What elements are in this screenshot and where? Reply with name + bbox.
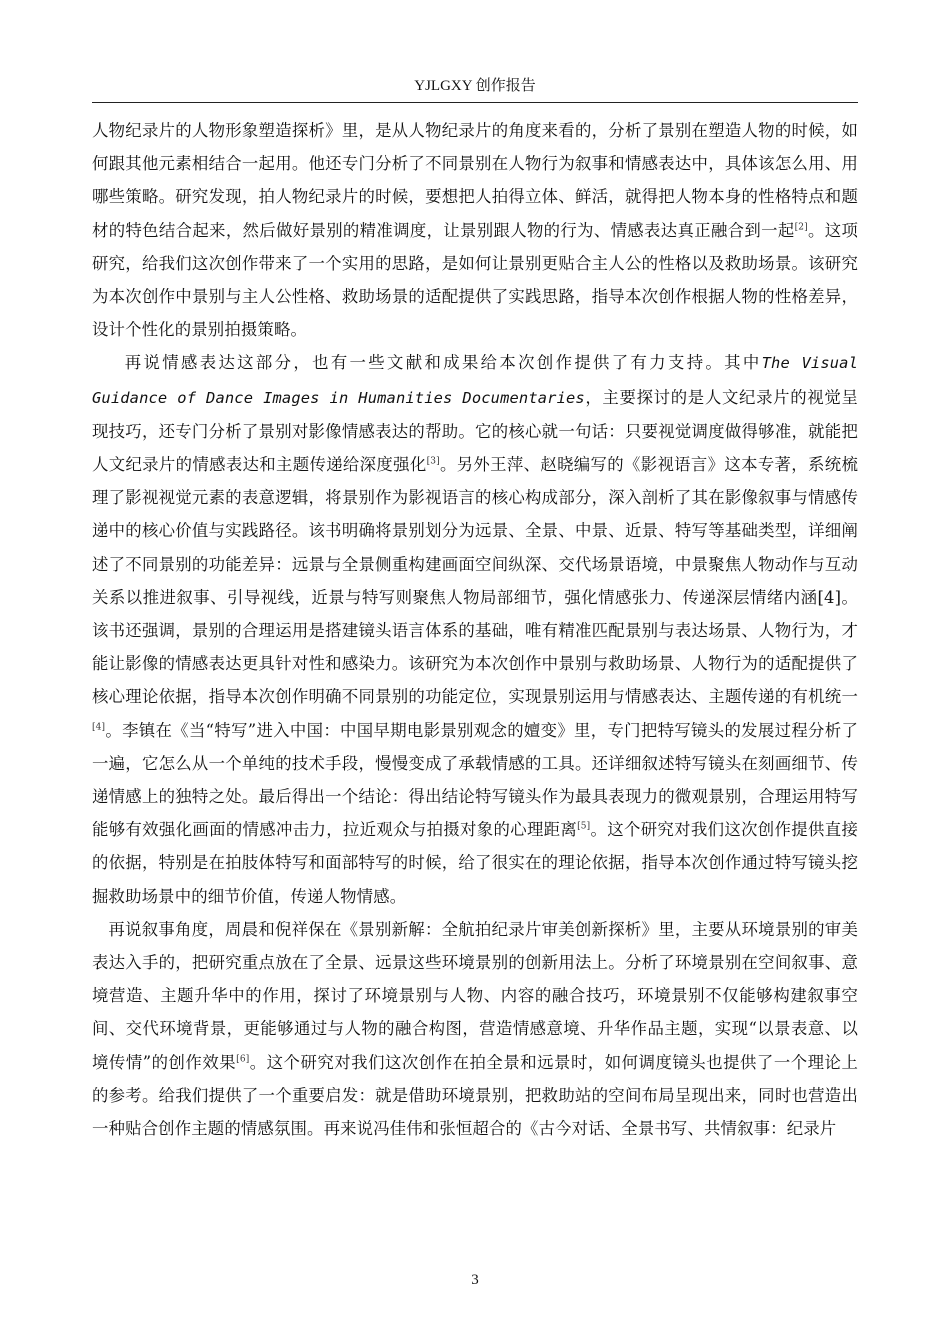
paragraph-1 bbox=[92, 114, 858, 346]
paragraph-3 bbox=[92, 913, 858, 1145]
page-number: 3 bbox=[471, 1272, 479, 1288]
citation-3: [3] bbox=[426, 456, 440, 467]
paragraph-1-text-a: 人物纪录片的人物形象塑造探析》里，是从人物纪录片的角度来看的，分析了景别在塑造人物的时候，如何跟其他元素相结合一起用。他还专门分析了不同景别在人物行为叙事和情感表达中，具体该怎么用、用哪些策略。研究发现，拍人物纪录片的时候，要想把人拍得立体、鲜活，就得把人物本身的性格特点和题材的特色结合起来，然后做好景别的精准调度，让景别跟人物的行为、情感表达真正融合到一起 bbox=[92, 121, 858, 240]
header-title: YJLGXY 创作报告 bbox=[414, 78, 536, 94]
paragraph-3-text-a: 再说叙事角度，周晨和倪祥保在《景别新解：全航拍纪录片审美创新探析》里，主要从环境景别的审美表达入手的，把研究重点放在了全景、远景这些环境景别的创新用法上。分析了环境景别在空间叙事、意境营造、主题升华中的作用，探讨了环境景别与人物、内容的融合技巧，环境景别不仅能够构建叙事空间、交代环境背景，更能够通过与人物的融合构图，营造情感意境、升华作品主题，实现“以景表意、以境传情”的创作效果 bbox=[92, 919, 858, 1072]
paragraph-2-text-b: ，主要探讨的是人文纪录片的视觉呈现技巧，还专门分析了景别对影像情感表达的帮助。它的核心就一句话：只要视觉调度做得够准，就能把人文纪录片的情感表达和主题传递给深度强化 bbox=[92, 387, 858, 475]
citation-6: [6] bbox=[236, 1054, 250, 1065]
paragraph-2-text-e: 。这个研究对我们这次创作提供直接的依据，特别是在拍肢体特写和面部特写的时候，给了很实在的理论依据，指导本次创作通过特写镜头挖掘救助场景中的细节价值，传递人物情感。 bbox=[92, 820, 858, 906]
paragraph-2 bbox=[92, 346, 858, 912]
paragraph-2-text-d: 。李镇在《当“特写”进入中国：中国早期电影景别观念的嬗变》里，专门把特写镜头的发展过程分析了一遍，它怎么从一个单纯的技术手段，慢慢变成了承载情感的工具。还详细叙述特写镜头在刻画细节、传递情感上的独特之处。最后得出一个结论：得出结论特写镜头作为最具表现力的微观景别，合理运用特写能够有效强化画面的情感冲击力，拉近观众与拍摄对象的心理距离 bbox=[92, 720, 858, 840]
english-title: The Visual Guidance of Dance Images in Humanities Documentaries bbox=[92, 354, 858, 407]
paragraph-2-text-a: 再说情感表达这部分，也有一些文献和成果给本次创作提供了有力支持。其中 bbox=[124, 353, 762, 373]
paragraph-1-text-b: 。这项研究，给我们这次创作带来了一个实用的思路，是如何让景别更贴合主人公的性格以及救助场景。该研究为本次创作中景别与主人公性格、救助场景的适配提供了实践思路，指导本次创作根据人物的性格差异，设计个性化的景别拍摄策略。 bbox=[92, 220, 858, 340]
citation-5: [5] bbox=[577, 821, 591, 832]
citation-4: [4] bbox=[92, 722, 106, 733]
paragraph-2-text-c: 。另外王萍、赵晓编写的《影视语言》这本专著，系统梳理了影视视觉元素的表意逻辑，将景别作为影视语言的核心构成部分，深入剖析了其在影像叙事与情感传递中的核心价值与实践路径。该书明确将景别划分为远景、全景、中景、近景、特写等基础类型，详细阐述了不同景别的功能差异：远景与全景侧重构建画面空间纵深、交代场景语境，中景聚焦人物动作与互动关系以推进叙事、引导视线，近景与特写则聚焦人物局部细节，强化情感张力、传递深层情绪内涵[4]。该书还强调，景别的合理运用是搭建镜头语言体系的基础，唯有精准匹配景别与表达场景、人物行为，才能让影像的情感表达更具针对性和感染力。该研究为本次创作中景别与救助场景、人物行为的适配提供了核心理论依据，指导本次创作明确不同景别的功能定位，实现景别运用与情感表达、主题传递的有机统一 bbox=[92, 455, 859, 707]
page-header bbox=[92, 70, 858, 103]
page-footer bbox=[0, 1272, 950, 1289]
document-body bbox=[92, 114, 858, 1145]
paragraph-3-text-b: 。这个研究对我们这次创作在拍全景和远景时，如何调度镜头也提供了一个理论上的参考。给我们提供了一个重要启发：就是借助环境景别，把救助站的空间布局呈现出来，同时也营造出一种贴合创作主题的情感氛围。再来说冯佳伟和张恒超合的《古今对话、全景书写、共情叙事：纪录片 bbox=[92, 1052, 858, 1139]
citation-2: [2] bbox=[794, 222, 808, 233]
